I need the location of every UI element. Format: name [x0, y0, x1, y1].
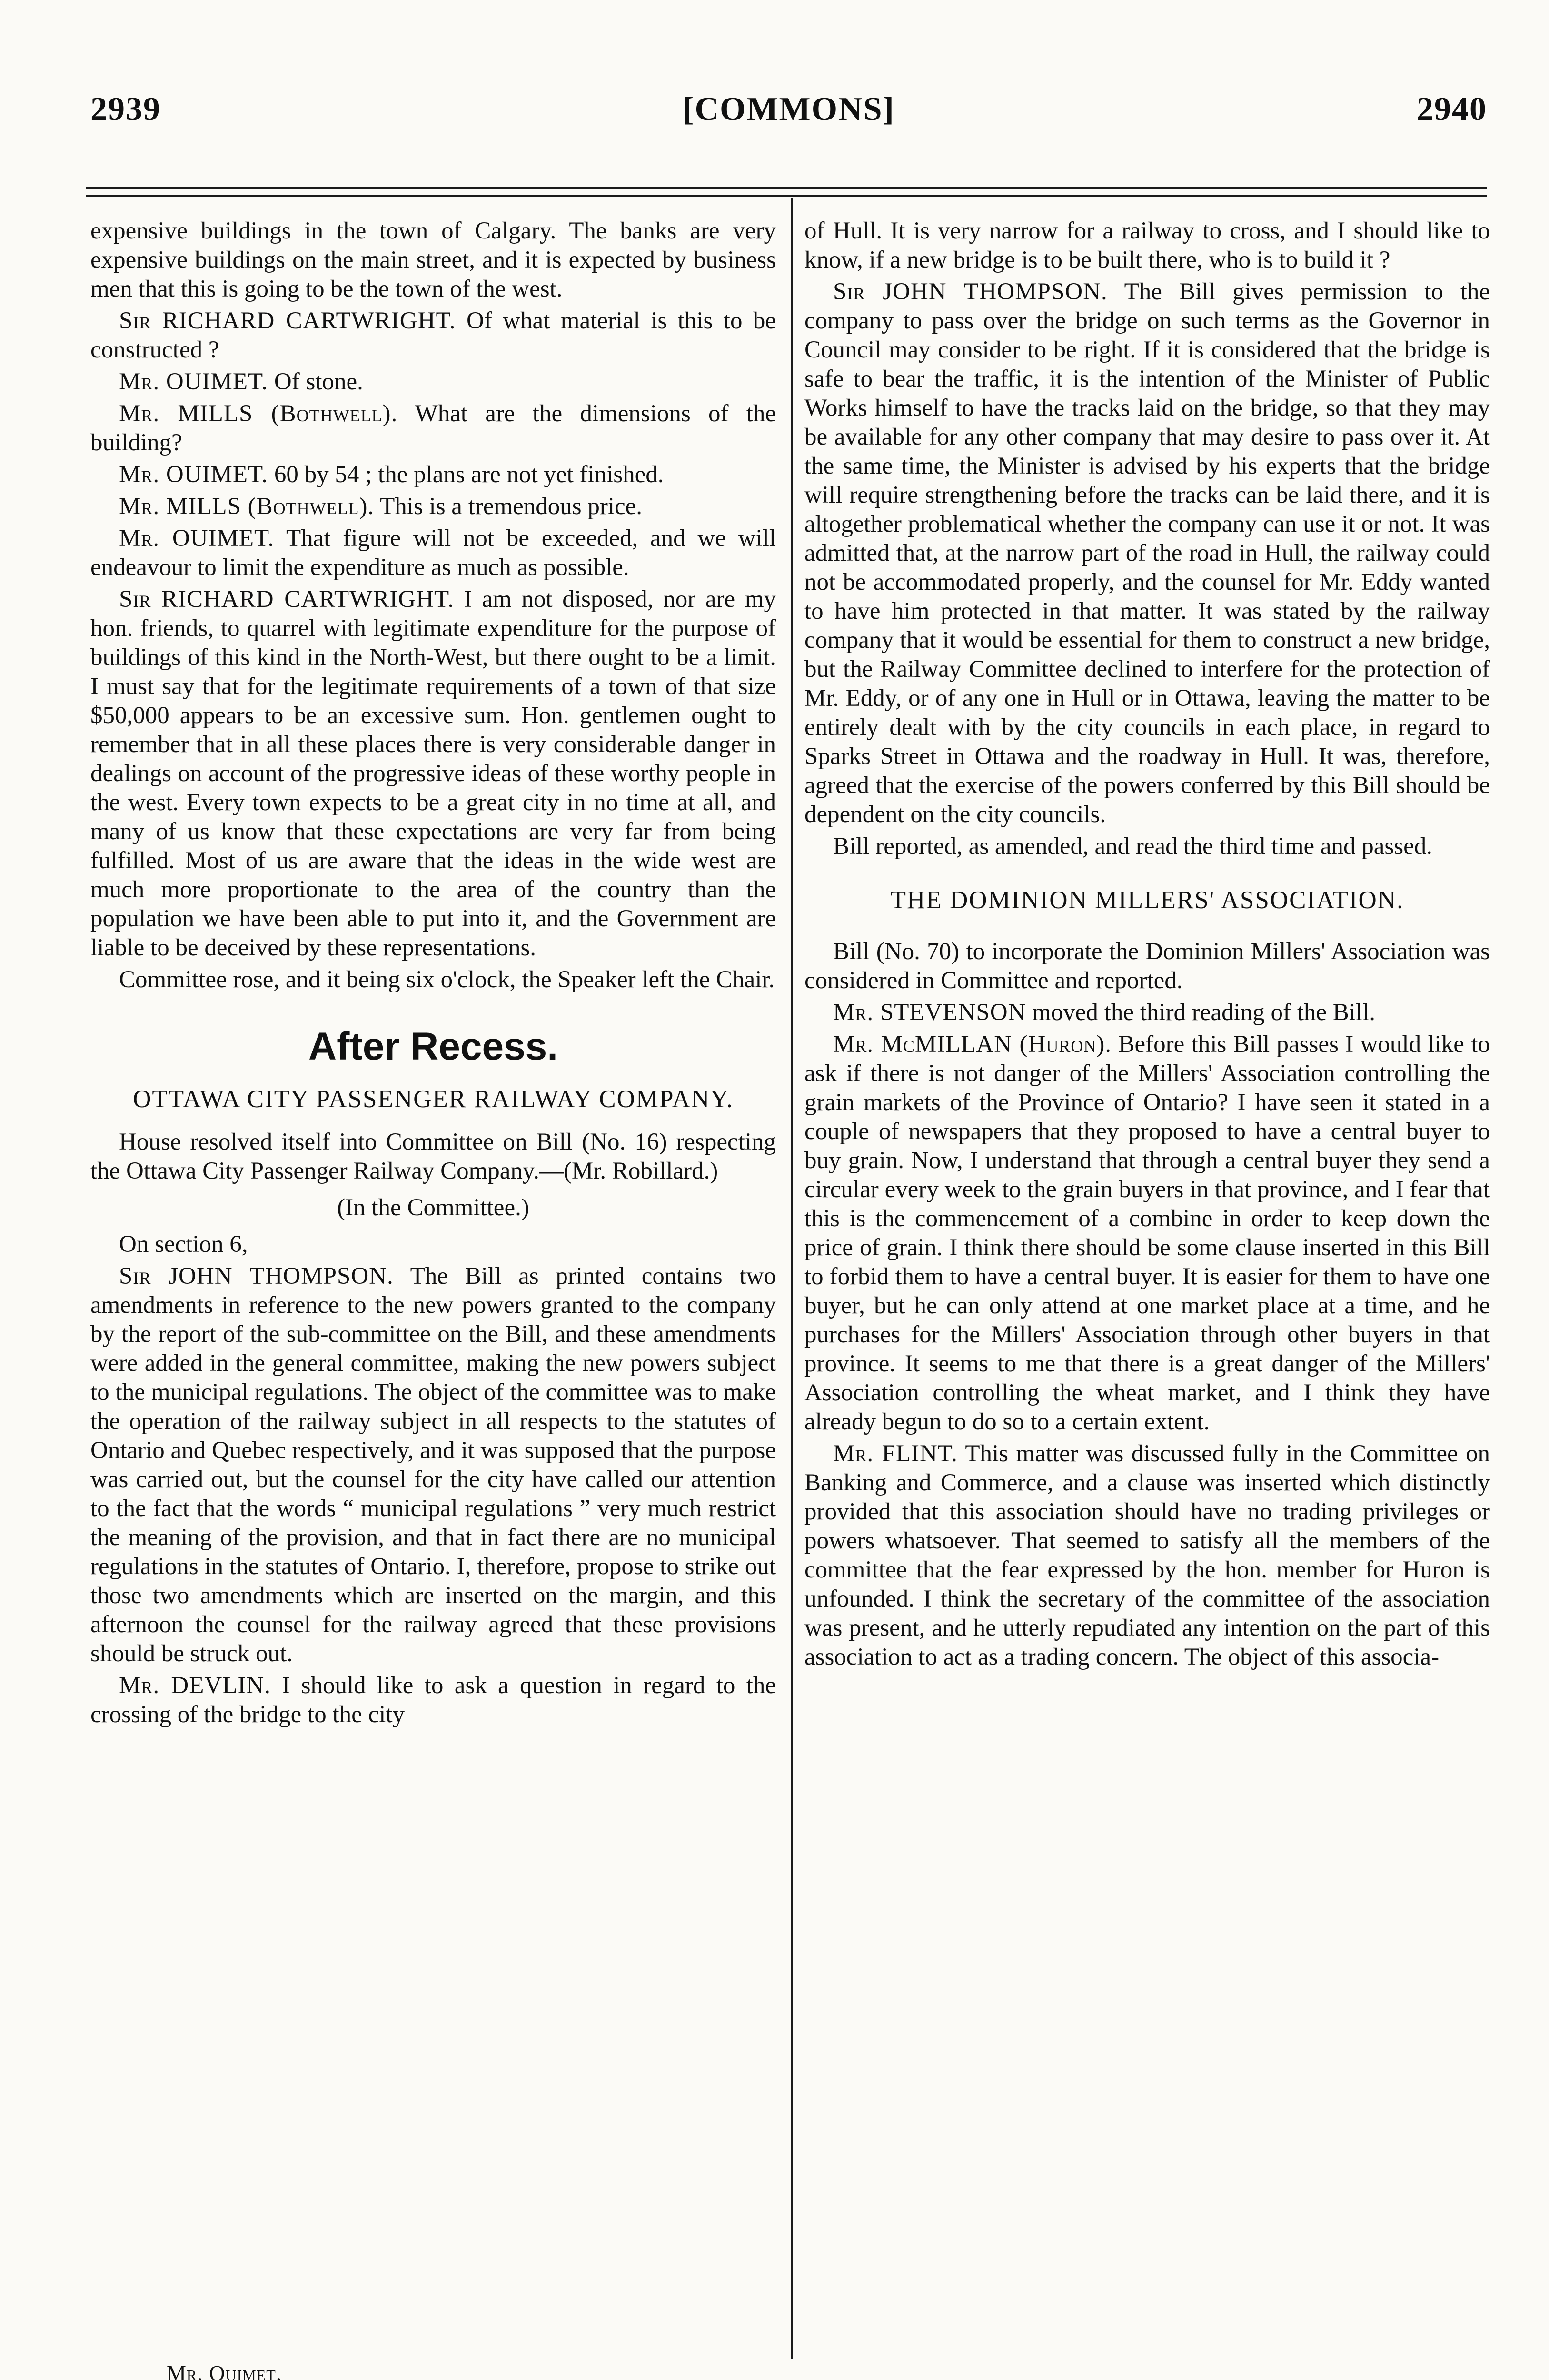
column-divider: [791, 198, 793, 2359]
paragraph: [90, 585, 776, 962]
speech-text: The Bill gives permission to the company to pass over the bridge on such terms as the Governor in Council may consider to be right. If it is considered that the bridge is safe to bear the traffic, it is the intention of the Minister of Public Works himself to have the tracks laid on the bridge, so that they may be available for any other company that may desire to pass over it. At the same time, the Minister is advised by his experts that the bridge will require strengthening before the tracks can be laid there, and it is altogether problematical whether the company can use it or not. It was admitted that, at the narrow part of the road in Hull, the railway could not be accommodated properly, and the counsel for Mr. Eddy wanted to have him protected in that matter. It was stated by the railway company that it would be essential for them to construct a new bridge, but the Railway Committee declined to interfere for the protection of Mr. Eddy, or of any one in Hull or in Ottawa, leaving the matter to be entirely dealt with by the city councils in each place, in regard to Sparks Street in Ottawa and the roadway in Hull. It was, therefore, agreed that the exercise of the powers conferred by this Bill should be dependent on the city councils.: [804, 278, 1490, 828]
paragraph: [90, 1671, 776, 1729]
speaker-name: Mr. DEVLIN.: [119, 1672, 271, 1699]
paragraph: [804, 998, 1490, 1027]
speech-text: 60 by 54 ; the plans are not yet finished.: [268, 461, 664, 488]
paragraph: Bill reported, as amended, and read the third time and passed.: [833, 833, 1433, 860]
paragraph: [90, 307, 776, 365]
speech-text: This matter was discussed fully in the Committee on Banking and Commerce, and a clause was inserted which distinctly provided that this association should have no trading privileges or powers whatsoever. That seemed to satisfy all the members of the committee that the fear expressed by the hon. member for Huron is unfounded. I think the secretary of the committee of the association was present, and he utterly repudiated any intention on the part of this association to act as a trading concern. The object of this associa-: [804, 1440, 1490, 1670]
speech-text: This is a tremendous price.: [374, 493, 643, 520]
paragraph: expensive buildings in the town of Calgary. The banks are very expensive buildings on the main street, and it is expected by business men that this is going to be the town of the west.: [90, 218, 776, 302]
speech-text: Of what material is this to be constructed ?: [90, 307, 776, 363]
speaker-name: Sir RICHARD CARTWRIGHT.: [119, 586, 455, 613]
paragraph: [90, 367, 776, 397]
speaker-name: Sir RICHARD CARTWRIGHT.: [119, 307, 456, 334]
header-rule-top: [86, 187, 1487, 189]
running-title: [COMMONS]: [683, 91, 895, 128]
section-heading: OTTAWA CITY PASSENGER RAILWAY COMPANY.: [133, 1085, 734, 1113]
speech-text: moved the third reading of the Bill.: [1026, 999, 1376, 1026]
header-rule-bottom: [86, 195, 1487, 197]
paragraph: [90, 1262, 776, 1668]
page-number-right: 2940: [1417, 91, 1487, 128]
speaker-name: Sir JOHN THOMPSON.: [119, 1263, 394, 1289]
speech-text: Of stone.: [268, 368, 363, 395]
speaker-name: Mr. McMILLAN (Huron).: [833, 1031, 1112, 1058]
committee-note: (In the Committee.): [337, 1194, 529, 1221]
speech-text: That figure will not be exceeded, and we will endeavour to limit the expenditure as much as possible.: [90, 525, 776, 581]
right-column: [804, 217, 1490, 1675]
speaker-name: Mr. OUIMET.: [119, 525, 275, 552]
paragraph: of Hull. It is very narrow for a railway to cross, and I should like to know, if a new bridge is to be built there, who is to build it ?: [804, 218, 1490, 273]
paragraph: [804, 1030, 1490, 1437]
paragraph: [804, 278, 1490, 829]
footer-signature: Mr. Ouimet.: [167, 2361, 282, 2380]
section-heading: THE DOMINION MILLERS' ASSOCIATION.: [890, 886, 1404, 914]
paragraph: House resolved itself into Committee on Bill (No. 16) respecting the Ottawa City Passenger Railway Company.—(Mr. Robillard.): [90, 1129, 776, 1184]
speech-text: I am not disposed, nor are my hon. friends, to quarrel with legitimate expenditure for the purpose of buildings of this kind in the North-West, but there ought to be a limit. I must say that for the legitimate requirements of a town of that size $50,000 appears to be an excessive sum. Hon. gentlemen ought to remember that in all these places there is very considerable danger in dealings on account of the progressive ideas of these worthy people in the west. Every town expects to be a great city in no time at all, and many of us know that these expectations are very far from being fulfilled. Most of us are aware that the ideas in the wide west are much more proportionate to the area of the country than the population we have been able to put into it, and the Government are liable to be deceived by these representations.: [90, 586, 776, 961]
speaker-name: Mr. OUIMET.: [119, 368, 268, 395]
paragraph: [90, 524, 776, 582]
paragraph: [90, 399, 776, 457]
paragraph: Committee rose, and it being six o'clock, the Speaker left the Chair.: [119, 966, 775, 993]
speech-text: I should like to ask a question in regard to the crossing of the bridge to the city: [90, 1672, 776, 1728]
paragraph: [804, 1439, 1490, 1672]
after-recess-heading: After Recess.: [308, 1025, 558, 1068]
speech-text: Before this Bill passes I would like to ask if there is not danger of the Millers' Association controlling the grain markets of the Province of Ontario? I have seen it stated in a couple of newspapers that they proposed to have a central buyer to buy grain. Now, I understand that through a central buyer they send a circular every week to the grain buyers in that province, and I fear that this is the commencement of a combine in order to keep down the price of grain. I think there should be some clause inserted in this Bill to forbid them to have a central buyer. It is easier for them to have one buyer, but he can only attend at one market place at a time, and he purchases for the Millers' Association through other buyers in that province. It seems to me that there is a great danger of the Millers' Association controlling the wheat market, and I think they have already begun to do so to a certain extent.: [804, 1031, 1490, 1435]
page-number-left: 2939: [90, 91, 161, 128]
speaker-name: Sir JOHN THOMPSON.: [833, 278, 1108, 305]
speech-text: What are the dimensions of the building?: [90, 400, 776, 456]
speaker-name: Mr. FLINT.: [833, 1440, 958, 1467]
speaker-name: Mr. MILLS (Bothwell).: [119, 493, 375, 520]
paragraph: [90, 460, 776, 489]
paragraph: Bill (No. 70) to incorporate the Dominion Millers' Association was considered in Committee and reported.: [804, 938, 1490, 994]
speaker-name: Mr. OUIMET.: [119, 461, 268, 488]
speaker-name: Mr. STEVENSON: [833, 999, 1026, 1026]
paragraph: [90, 492, 776, 521]
speaker-name: Mr. MILLS (Bothwell).: [119, 400, 398, 427]
speech-text: The Bill as printed contains two amendments in reference to the new powers granted to the company by the report of the sub-committee on the Bill, and these amendments were added in the general committee, making the new powers subject to the municipal regulations. The object of the committee was to make the operation of the railway subject in all respects to the statutes of Ontario and Quebec respectively, and it was supposed that the purpose was carried out, but the counsel for the city have called our attention to the fact that the words “ municipal regulations ” very much restrict the meaning of the provision, and that in fact there are no municipal regulations in the statutes of Ontario. I, therefore, propose to strike out those two amendments which are inserted on the margin, and this afternoon the counsel for the railway agreed that these provisions should be struck out.: [90, 1263, 776, 1667]
left-column: [90, 217, 776, 1732]
page-header: [90, 90, 1487, 148]
paragraph: On section 6,: [119, 1231, 248, 1258]
